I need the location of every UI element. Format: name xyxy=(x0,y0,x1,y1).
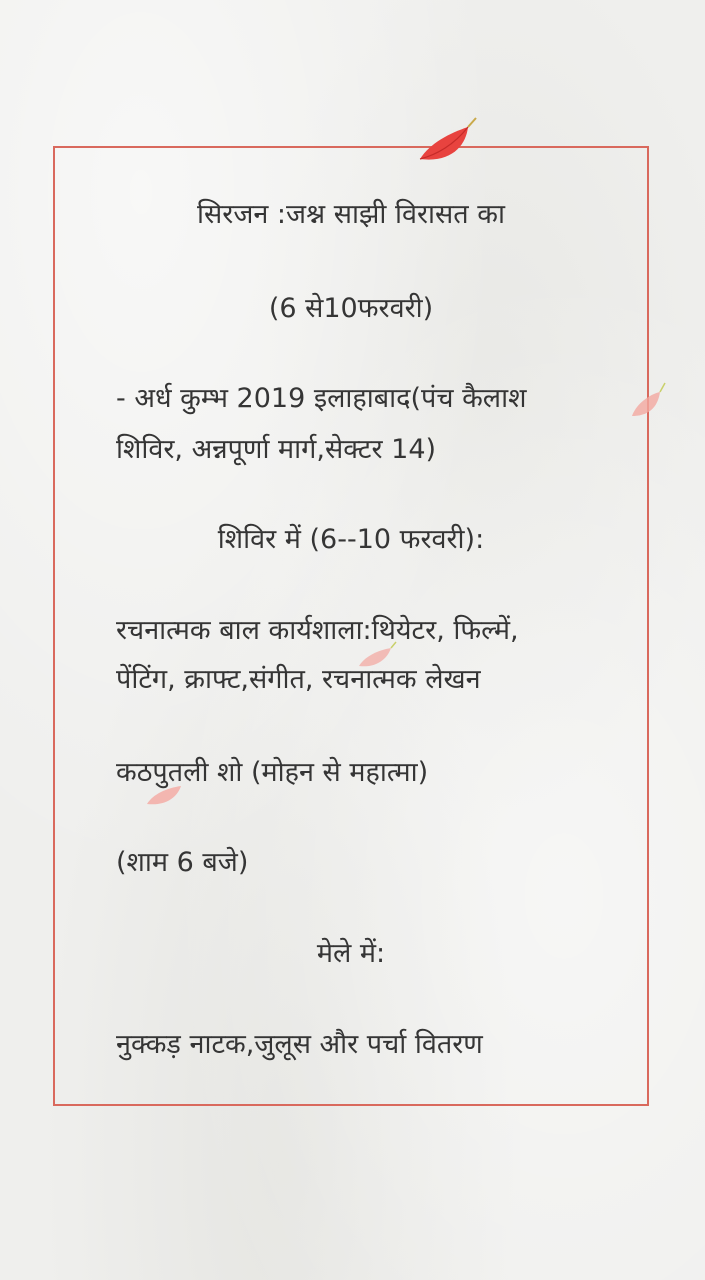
venue-line-2: शिविर, अन्नपूर्णा मार्ग,सेक्टर 14) xyxy=(116,434,437,465)
petal-icon xyxy=(416,115,480,171)
fair-activities: नुक्कड़ नाटक,जुलूस और पर्चा वितरण xyxy=(116,1029,483,1060)
workshop-line-1: रचनात्मक बाल कार्यशाला:थियेटर, फिल्में, xyxy=(116,615,519,646)
camp-heading: शिविर में (6--10 फरवरी): xyxy=(217,524,485,555)
workshop-line-2: पेंटिंग, क्राफ्ट,संगीत, रचनात्मक लेखन xyxy=(116,664,481,695)
venue-line-1: - अर्ध कुम्भ 2019 इलाहाबाद(पंच कैलाश xyxy=(116,383,527,414)
event-title: सिरजन :जश्न साझी विरासत का xyxy=(197,199,505,230)
petal-icon xyxy=(628,380,668,424)
show-time: (शाम 6 बजे) xyxy=(116,847,249,878)
puppet-show: कठपुतली शो (मोहन से महात्मा) xyxy=(116,757,429,788)
event-dates: (6 से10फरवरी) xyxy=(268,293,434,324)
fair-heading: मेले में: xyxy=(316,938,386,969)
